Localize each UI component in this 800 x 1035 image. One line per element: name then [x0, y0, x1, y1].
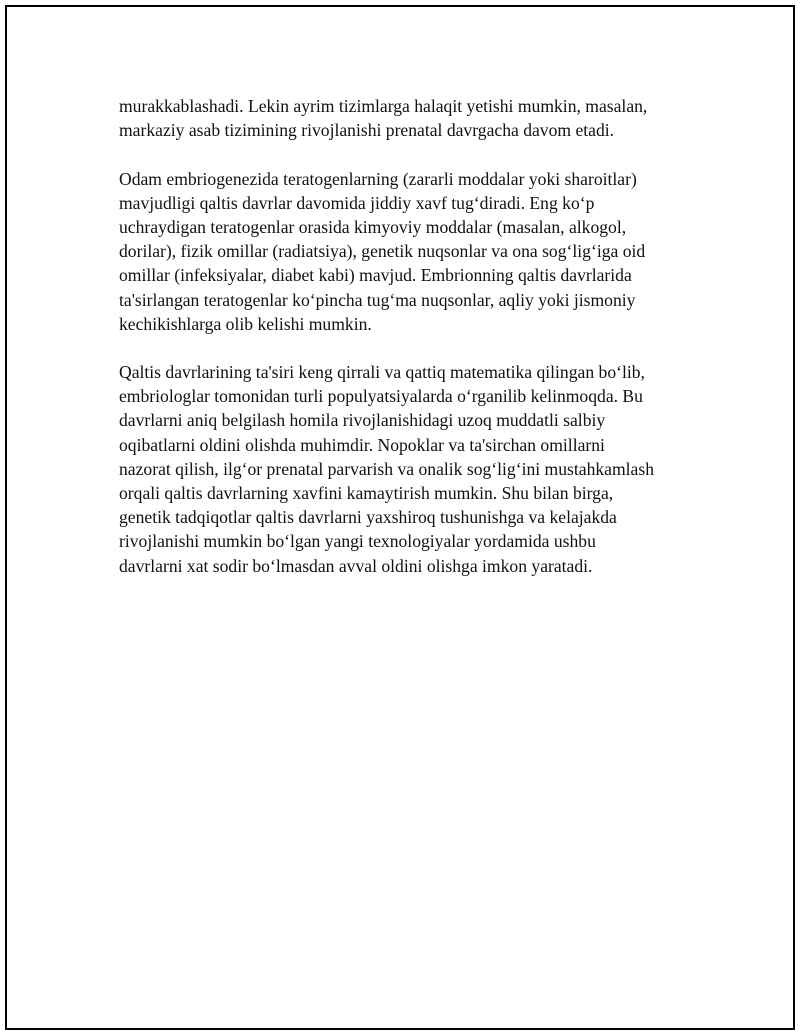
text-line: mavjudligi qaltis davrlar davomida jiddiy xavf tug‘diradi. Eng ko‘p — [119, 192, 595, 213]
text-line: embriologlar tomonidan turli populyatsiyalarda o‘rganilib kelinmoqda. Bu — [119, 386, 643, 407]
text-line: genetik tadqiqotlar qaltis davrlarni yaxshiroq tushunishga va kelajakda — [119, 507, 617, 528]
text-line: kechikishlarga olib kelishi mumkin. — [119, 313, 372, 334]
paragraph-1 — [119, 94, 699, 142]
text-line: markaziy asab tizimining rivojlanishi prenatal davrgacha davom etadi. — [119, 120, 615, 141]
text-line: uchraydigan teratogenlar orasida kimyoviy moddalar (masalan, alkogol, — [119, 216, 627, 237]
text-line: davrlarni aniq belgilash homila rivojlanishidagi uzoq muddatli salbiy — [119, 410, 606, 431]
paragraph-3 — [119, 360, 699, 578]
text-line: oqibatlarni oldini olishda muhimdir. Nopoklar va ta'sirchan omillarni — [119, 434, 605, 455]
paragraph-2 — [119, 167, 699, 336]
document-page — [5, 5, 795, 1030]
document-body — [119, 94, 699, 578]
text-line: dorilar), fizik omillar (radiatsiya), genetik nuqsonlar va ona sog‘lig‘iga oid — [119, 241, 646, 262]
text-line: Qaltis davrlarining ta'siri keng qirrali va qattiq matematika qilingan bo‘lib, — [119, 362, 645, 383]
text-line: nazorat qilish, ilg‘or prenatal parvarish va onalik sog‘lig‘ini mustahkamlash — [119, 458, 655, 479]
text-line: ta'sirlangan teratogenlar ko‘pincha tug‘ma nuqsonlar, aqliy yoki jismoniy — [119, 289, 636, 310]
paragraph-spacer — [119, 336, 699, 360]
text-line: davrlarni xat sodir bo‘lmasdan avval oldini olishga imkon yaratadi. — [119, 555, 593, 576]
paragraph-spacer — [119, 142, 699, 166]
text-line: omillar (infeksiyalar, diabet kabi) mavjud. Embrionning qaltis davrlarida — [119, 265, 632, 286]
text-line: rivojlanishi mumkin bo‘lgan yangi texnologiyalar yordamida ushbu — [119, 531, 596, 552]
text-line: Odam embriogenezida teratogenlarning (zararli moddalar yoki sharoitlar) — [119, 168, 637, 189]
text-line: murakkablashadi. Lekin ayrim tizimlarga halaqit yetishi mumkin, masalan, — [119, 96, 648, 116]
text-line: orqali qaltis davrlarning xavfini kamaytirish mumkin. Shu bilan birga, — [119, 483, 614, 503]
